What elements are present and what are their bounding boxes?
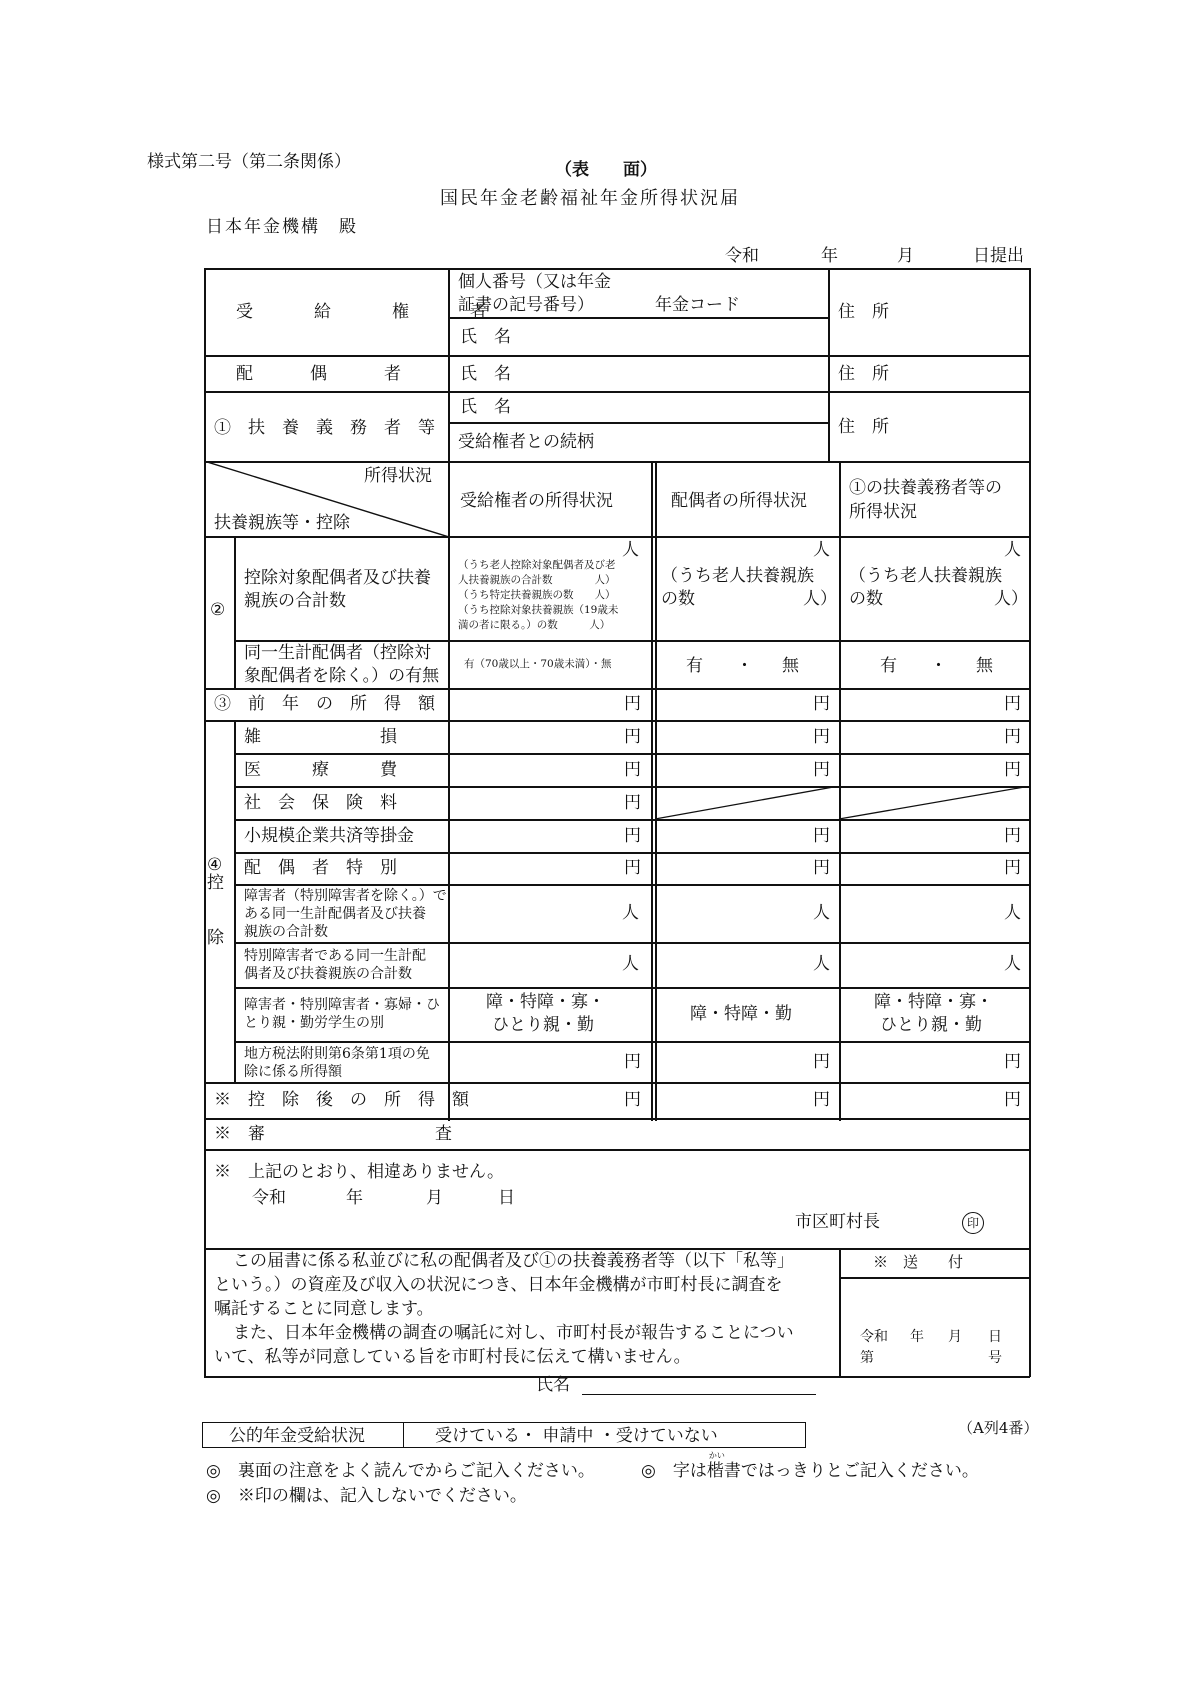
seal-mark: 印 xyxy=(962,1212,984,1234)
separator: ・ xyxy=(930,656,947,676)
slash-cells xyxy=(655,786,1030,820)
elderly-subcount-2: 人扶養親族の合計数 人） xyxy=(458,574,616,586)
consent-line-4: また、日本年金機構の調査の嘱託に対し、市町村長が報告することについ xyxy=(233,1323,794,1343)
date-era: 令和 xyxy=(725,246,759,266)
date-year: 年 xyxy=(821,246,838,266)
spouse-yes-option[interactable]: 有 xyxy=(686,656,703,676)
income-status-header: 所得状況 xyxy=(364,466,432,486)
date-era: 令和 xyxy=(860,1329,888,1345)
local-tax-label-2: 除に係る所得額 xyxy=(244,1064,342,1080)
side-label: （表 面） xyxy=(555,160,657,180)
supporter-yes-option[interactable]: 有 xyxy=(880,656,897,676)
sending-label: ※ 送 付 xyxy=(873,1253,964,1271)
form-title: 国民年金老齢福祉年金所得状況届 xyxy=(440,188,740,209)
note-do-not-fill: ◎ ※印の欄は、記入しないでください。 xyxy=(206,1486,527,1506)
same-household-spouse-label: 同一生計配偶者（控除対 xyxy=(244,643,431,663)
col-supporter-income-2: 所得状況 xyxy=(849,502,917,522)
yen-unit: 円 xyxy=(624,727,641,747)
yen-unit: 円 xyxy=(624,826,641,846)
review-label: ※ 審 査 xyxy=(214,1124,452,1144)
date-era: 令和 xyxy=(252,1188,286,1208)
special-disabled-label-2: 偶者及び扶養親族の合計数 xyxy=(244,966,412,982)
spouse-address-label: 住 所 xyxy=(838,364,889,384)
col-recipient-income: 受給権者の所得状況 xyxy=(460,491,613,511)
dependents-total-label: 控除対象配偶者及び扶養 xyxy=(244,568,431,588)
date-day: 日 xyxy=(988,1329,1002,1345)
yen-unit: 円 xyxy=(624,1052,641,1072)
disabled-count-label-2: ある同一生計配偶者及び扶養 xyxy=(244,906,426,922)
pension-code-label: 年金コード xyxy=(655,295,740,315)
yen-unit: 円 xyxy=(813,1090,830,1110)
yen-unit: 円 xyxy=(624,858,641,878)
yen-unit: 円 xyxy=(1004,826,1021,846)
yen-unit: 円 xyxy=(813,760,830,780)
date-day: 日提出 xyxy=(973,246,1024,266)
supporter-elderly-count: （うち老人扶養親族 xyxy=(849,566,1002,586)
separator: ・ xyxy=(736,656,753,676)
yen-unit: 円 xyxy=(624,1090,641,1110)
same-household-spouse-label-2: 象配偶者を除く。）の有無 xyxy=(244,666,440,686)
yen-unit: 円 xyxy=(813,727,830,747)
spouse-label: 配 偶 者 xyxy=(236,364,421,384)
note-suffix: 書ではっきりとご記入ください。 xyxy=(723,1461,979,1481)
number-prefix: 第 xyxy=(860,1350,874,1366)
recipient-category-options[interactable]: 障・特障・寡・ xyxy=(486,992,605,1012)
dependents-total-label-2: 親族の合計数 xyxy=(244,591,346,611)
spouse-category-options[interactable]: 障・特障・勤 xyxy=(690,1004,792,1024)
relation-label: 受給権者との続柄 xyxy=(458,432,594,452)
yen-unit: 円 xyxy=(624,760,641,780)
yen-unit: 円 xyxy=(624,793,641,813)
yen-unit: 円 xyxy=(813,1052,830,1072)
recipient-label: 受 給 権 者 xyxy=(236,302,509,322)
certification-statement: ※ 上記のとおり、相違ありません。 xyxy=(214,1162,505,1182)
recipient-spouse-yes-no[interactable]: 有（70歳以上・70歳未満）・無 xyxy=(464,658,612,670)
date-year: 年 xyxy=(910,1329,924,1345)
category-label: 障害者・特別障害者・寡婦・ひ xyxy=(244,997,440,1013)
spouse-name-label: 氏 名 xyxy=(460,364,511,384)
supporter-address-label: 住 所 xyxy=(838,417,889,437)
date-month: 月 xyxy=(948,1329,962,1345)
dependents-deduction-header: 扶養親族等・控除 xyxy=(214,513,350,533)
person-unit: 人 xyxy=(1004,903,1021,923)
person-unit: 人 xyxy=(1004,540,1021,560)
medical-expense-label: 医 療 費 xyxy=(244,760,397,780)
person-unit: 人 xyxy=(813,903,830,923)
deduction-char-2: 除 xyxy=(207,928,224,948)
individual-number-label: 個人番号（又は年金 xyxy=(458,272,611,292)
supporter-no-option[interactable]: 無 xyxy=(976,656,993,676)
mayor-label: 市区町村長 xyxy=(795,1212,880,1232)
local-tax-label: 地方税法附則第6条第1項の免 xyxy=(244,1046,430,1062)
person-unit: 人 xyxy=(622,903,639,923)
consent-line-5: いて、私等が同意している旨を市町村長に伝えて構いません。 xyxy=(214,1347,691,1367)
consent-line-3: 嘱託することに同意します。 xyxy=(214,1299,434,1319)
person-unit: 人 xyxy=(622,954,639,974)
recipient-category-options-2[interactable]: ひとり親・勤 xyxy=(492,1015,594,1035)
special-disabled-label: 特別障害者である同一生計配 xyxy=(244,948,426,964)
yen-unit: 円 xyxy=(1004,1090,1021,1110)
supporter-elderly-count-2: の数 xyxy=(849,589,883,609)
yen-unit: 円 xyxy=(1004,760,1021,780)
note-read-back: ◎ 裏面の注意をよく読んでからご記入ください。 xyxy=(206,1461,595,1481)
number-suffix: 号 xyxy=(988,1350,1002,1366)
misc-loss-label: 雑 損 xyxy=(244,727,397,747)
under19-dependents-count: （うち控除対象扶養親族（19歳未 xyxy=(458,604,619,616)
section4-marker: ④ xyxy=(207,855,223,875)
person-unit: 人 xyxy=(813,954,830,974)
person-unit: 人 xyxy=(1004,954,1021,974)
spouse-elderly-count: （うち老人扶養親族 xyxy=(661,566,814,586)
yen-unit: 円 xyxy=(624,694,641,714)
yen-unit: 円 xyxy=(813,858,830,878)
supporter-name-label: 氏 名 xyxy=(460,397,511,417)
person-unit: 人 xyxy=(813,540,830,560)
consent-line-2: という。）の資産及び収入の状況につき、日本年金機構が市町村長に調査を xyxy=(214,1275,783,1295)
spouse-special-label: 配 偶 者 特 別 xyxy=(244,858,397,878)
disabled-count-label-3: 親族の合計数 xyxy=(244,924,328,940)
addressee: 日本年金機構 殿 xyxy=(206,217,358,237)
date-year: 年 xyxy=(346,1188,363,1208)
col-supporter-income: ①の扶養義務者等の xyxy=(849,478,1002,498)
note-write-clearly xyxy=(641,1451,979,1482)
spouse-elderly-unit: 人） xyxy=(803,589,837,609)
category-label-2: とり親・勤労学生の別 xyxy=(244,1015,384,1031)
yen-unit: 円 xyxy=(1004,1052,1021,1072)
kaisho-char: 楷 xyxy=(706,1461,724,1481)
public-pension-label: 公的年金受給状況 xyxy=(229,1426,365,1446)
recipient-address-label: 住 所 xyxy=(838,302,889,322)
date-day: 日 xyxy=(498,1188,515,1208)
col-spouse-income: 配偶者の所得状況 xyxy=(671,491,807,511)
prior-year-income-label: ③ 前 年 の 所 得 額 xyxy=(214,694,435,714)
supporter-category-options-2[interactable]: ひとり親・勤 xyxy=(880,1015,982,1035)
form-number: 様式第二号（第二条関係） xyxy=(147,152,351,172)
social-insurance-label: 社 会 保 険 料 xyxy=(244,793,397,813)
small-business-label: 小規模企業共済等掛金 xyxy=(244,826,414,846)
consent-line-1: この届書に係る私並びに私の配偶者及び①の扶養義務者等（以下「私等」 xyxy=(233,1251,794,1271)
yen-unit: 円 xyxy=(1004,858,1021,878)
supporter-category-options[interactable]: 障・特障・寡・ xyxy=(874,992,993,1012)
specific-dependents-count: （うち特定扶養親族の数 人） xyxy=(458,589,616,601)
date-month: 月 xyxy=(426,1188,443,1208)
supporter-label: ① 扶 養 義 務 者 等 xyxy=(214,418,435,438)
under19-dependents-count-2: 満の者に限る。）の数 人） xyxy=(458,619,611,631)
signature-line[interactable] xyxy=(582,1394,816,1395)
public-pension-options[interactable]: 受けている・ 申請中 ・受けていない xyxy=(435,1426,718,1446)
recipient-name-label: 氏 名 xyxy=(460,327,511,347)
ruby-text: かい xyxy=(708,1451,725,1460)
public-pension-box xyxy=(202,1422,806,1448)
signature-label: 氏名 xyxy=(536,1375,570,1395)
certificate-number-label: 証書の記号番号） xyxy=(458,295,594,315)
yen-unit: 円 xyxy=(1004,694,1021,714)
person-unit: 人 xyxy=(622,540,639,560)
deduction-char-1: 控 xyxy=(207,873,224,893)
yen-unit: 円 xyxy=(1004,727,1021,747)
elderly-subcount: （うち老人控除対象配偶者及び老 xyxy=(458,559,616,571)
paper-size: （A列4番） xyxy=(958,1419,1039,1437)
yen-unit: 円 xyxy=(813,826,830,846)
date-month: 月 xyxy=(897,246,914,266)
section2-marker: ② xyxy=(210,600,226,620)
disabled-count-label: 障害者（特別障害者を除く。）で xyxy=(244,888,447,904)
spouse-elderly-count-2: の数 xyxy=(661,589,695,609)
supporter-elderly-unit: 人） xyxy=(994,589,1028,609)
note-prefix: ◎ 字は xyxy=(641,1461,707,1481)
yen-unit: 円 xyxy=(813,694,830,714)
after-deduction-label: ※ 控 除 後 の 所 得 額 xyxy=(214,1090,469,1110)
spouse-no-option[interactable]: 無 xyxy=(782,656,799,676)
